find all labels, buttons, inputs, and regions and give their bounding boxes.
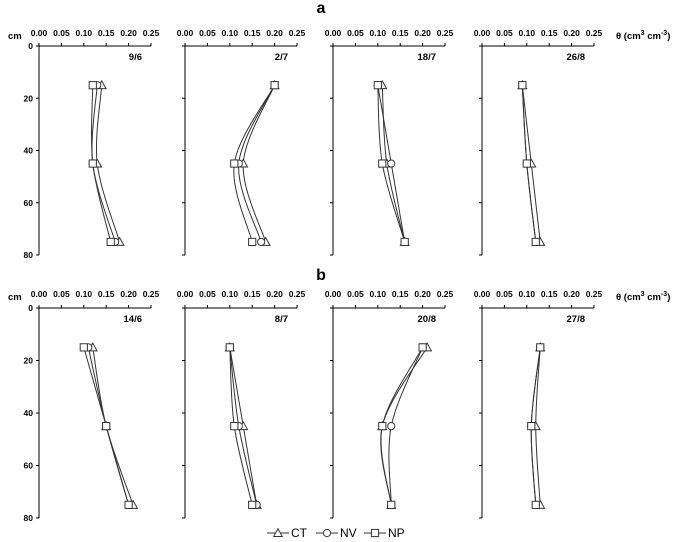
x-tick-label: 0.15 [243, 289, 261, 299]
x-tick-label: 0.15 [391, 289, 409, 299]
y-tick-label: 60 [23, 197, 33, 208]
point-np [528, 423, 535, 430]
y-tick-label: 80 [23, 250, 33, 260]
y-tick-label: 60 [23, 460, 33, 471]
point-np [231, 160, 238, 167]
legend-label: CT [291, 526, 307, 540]
date-label: 26/8 [566, 52, 585, 63]
x-tick-label: 0.20 [563, 289, 580, 299]
y-tick-label: 40 [23, 145, 33, 156]
subplot-b-1 [24, 289, 160, 523]
x-tick-label: 0.10 [369, 289, 387, 299]
subplot-a-2 [177, 28, 306, 255]
x-tick-label: 0.20 [414, 28, 431, 38]
y-tick-label: 20 [23, 93, 33, 104]
x-tick-label: 0.25 [436, 28, 454, 38]
x-tick-label: 0.15 [391, 28, 409, 38]
x-tick-label: 0.15 [243, 28, 261, 38]
x-tick-label: 0.05 [496, 28, 513, 38]
x-tick-label: 0.25 [288, 289, 306, 299]
x-tick-label: 0.25 [585, 28, 603, 38]
x-tick-label: 0.25 [142, 289, 160, 299]
point-np [379, 160, 386, 167]
point-nv [258, 238, 265, 245]
subplot-b-2 [177, 289, 306, 518]
x-tick-label: 0.00 [473, 289, 491, 299]
x-tick-label: 0.05 [199, 28, 216, 38]
x-tick-label: 0.10 [75, 289, 93, 299]
point-np [401, 238, 408, 245]
point-np [271, 82, 278, 89]
x-tick-label: 0.00 [324, 289, 342, 299]
subplot-a-3 [325, 28, 454, 255]
point-np [523, 160, 530, 167]
y-tick-label: 20 [23, 355, 33, 366]
point-np [89, 82, 96, 89]
x-tick-label: 0.05 [347, 28, 364, 38]
legend-marker-np [371, 529, 378, 536]
point-np [231, 423, 238, 430]
point-np [379, 423, 386, 430]
x-tick-label: 0.25 [436, 289, 454, 299]
point-np [107, 238, 114, 245]
date-label: 27/8 [566, 314, 585, 325]
x-tick-label: 0.15 [540, 28, 558, 38]
x-tick-label: 0.10 [221, 28, 239, 38]
point-np [532, 501, 539, 508]
point-np [537, 344, 544, 351]
x-tick-label: 0.10 [221, 289, 239, 299]
point-np [80, 344, 87, 351]
legend-item-ct [267, 526, 308, 540]
x-tick-label: 0.15 [540, 289, 558, 299]
date-label: 9/6 [128, 52, 142, 63]
x-tick-label: 0.15 [97, 289, 115, 299]
x-tick-label: 0.10 [518, 28, 536, 38]
y-tick-label: 0 [28, 303, 33, 313]
x-tick-label: 0.05 [53, 28, 70, 38]
subplot-a-4 [474, 28, 603, 255]
y-tick-label: 0 [28, 41, 33, 51]
x-tick-label: 0.20 [266, 28, 283, 38]
x-tick-label: 0.10 [518, 289, 536, 299]
subplot-b-3 [325, 289, 454, 518]
point-np [519, 82, 526, 89]
y-axis-label: cm [8, 292, 22, 303]
y-tick-label: 40 [23, 408, 33, 418]
y-tick-label: 80 [23, 513, 33, 523]
x-tick-label: 0.25 [288, 28, 306, 38]
x-tick-label: 0.05 [199, 289, 216, 299]
panel-letter: a [316, 0, 326, 17]
x-tick-label: 0.00 [30, 28, 48, 38]
x-tick-label: 0.20 [266, 289, 283, 299]
point-np [226, 344, 233, 351]
legend-label: NP [388, 526, 405, 540]
subplot-b-4 [474, 289, 603, 518]
point-np [125, 501, 132, 508]
point-np [419, 344, 426, 351]
point-np [532, 238, 539, 245]
legend-marker-nv [323, 529, 330, 536]
x-tick-label: 0.10 [75, 28, 93, 38]
x-tick-label: 0.20 [120, 28, 137, 38]
x-tick-label: 0.00 [324, 28, 342, 38]
series-line-ct [243, 85, 274, 242]
x-tick-label: 0.00 [176, 289, 194, 299]
subplot-a-1 [24, 28, 160, 260]
x-tick-label: 0.20 [414, 289, 431, 299]
point-np [388, 501, 395, 508]
x-tick-label: 0.00 [30, 289, 48, 299]
legend [267, 526, 405, 540]
point-np [89, 160, 96, 167]
x-tick-label: 0.00 [473, 28, 491, 38]
x-tick-label: 0.15 [97, 28, 115, 38]
x-axis-label: θ ($cm^3$ $cm^{-3}$) [616, 291, 671, 303]
point-np [374, 82, 381, 89]
legend-item-np [364, 526, 405, 540]
panel-group-a [8, 0, 670, 260]
x-tick-label: 0.05 [53, 289, 70, 299]
x-tick-label: 0.20 [563, 28, 580, 38]
point-np [249, 501, 256, 508]
point-np [249, 238, 256, 245]
x-tick-label: 0.25 [585, 289, 603, 299]
date-label: 8/7 [274, 314, 288, 325]
legend-item-nv [316, 526, 357, 540]
x-tick-label: 0.05 [347, 289, 364, 299]
point-nv [388, 423, 395, 430]
date-label: 2/7 [274, 52, 288, 63]
panel-letter: b [316, 267, 326, 284]
x-tick-label: 0.00 [176, 28, 194, 38]
x-axis-label: θ ($cm^3$ $cm^{-3}$) [616, 30, 671, 42]
x-tick-label: 0.10 [369, 28, 387, 38]
x-tick-label: 0.05 [496, 289, 513, 299]
y-axis-label: cm [8, 31, 22, 42]
x-tick-label: 0.20 [120, 289, 137, 299]
date-label: 14/6 [123, 314, 142, 325]
point-np [103, 423, 110, 430]
x-tick-label: 0.25 [142, 28, 160, 38]
date-label: 18/7 [417, 52, 436, 63]
series-line-ct [93, 347, 133, 505]
legend-label: NV [340, 526, 357, 540]
panel-group-b [8, 267, 670, 523]
point-nv [388, 160, 395, 167]
date-label: 20/8 [417, 314, 436, 325]
